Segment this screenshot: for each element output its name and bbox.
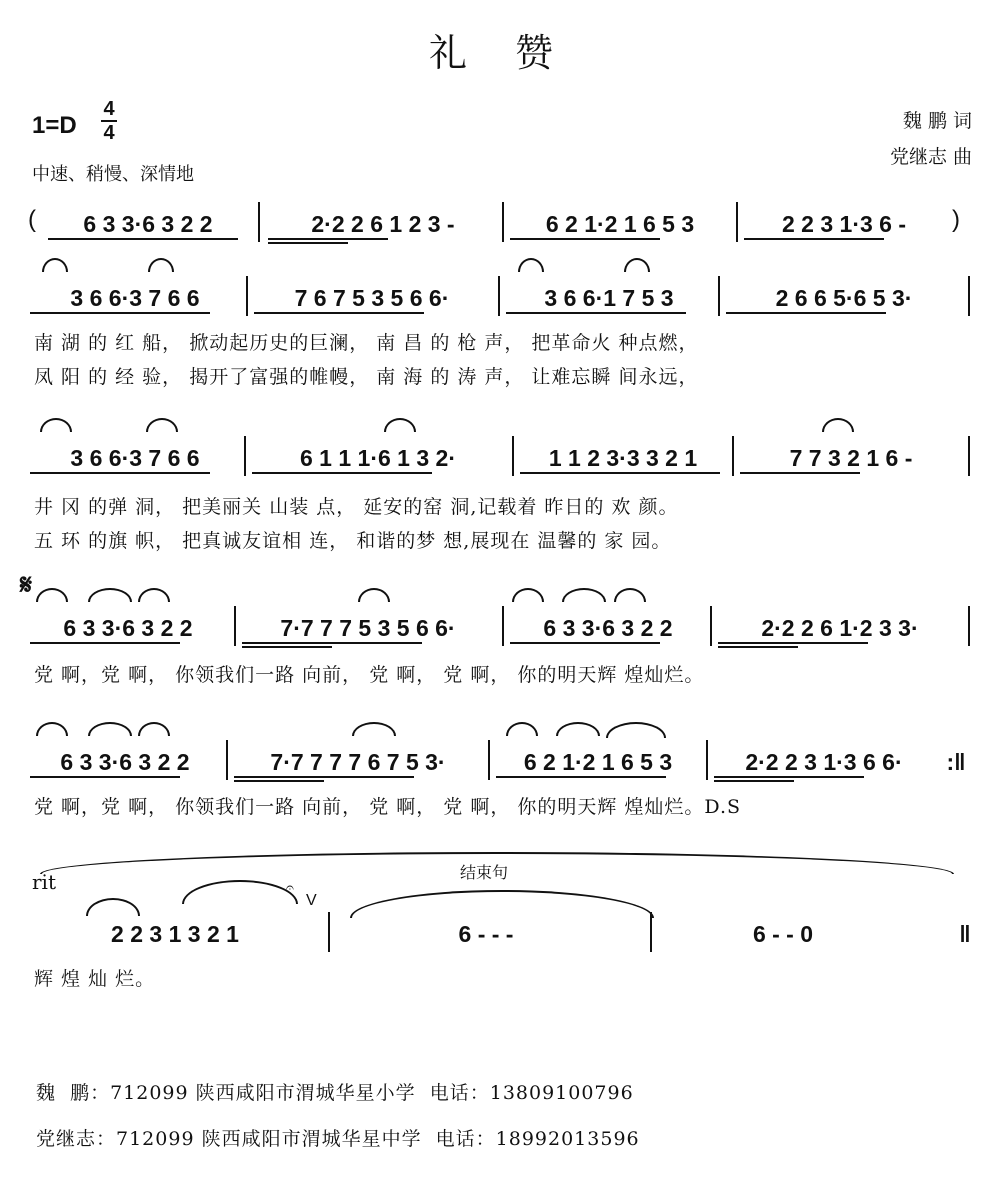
slur [384,418,416,432]
slur [36,588,68,602]
intro-open-paren: ( [28,206,36,233]
measure-notes: 6 2 1·2 1 6 5 3 [523,749,673,775]
barline [736,202,738,242]
lyric-verse-2: 凤 阳 的 经 验， 揭开了富强的帷幔， 南 海 的 涛 声， 让难忘瞬 间永远， [34,366,699,388]
staff-line-4 [0,736,1000,782]
slur [42,258,68,272]
time-signature-bottom: 4 [103,122,115,144]
slur [556,722,600,736]
underline-beam [726,312,886,314]
lyric-chorus-repeat: 党 啊，党 啊， 你领我们一路 向前， 党 啊， 党 啊， 你的明天辉 煌灿烂。D.S [34,796,742,818]
slur [88,722,132,736]
underline-beam [714,776,864,778]
barline [328,912,330,952]
measure-notes: 3 6 6·1 7 5 3 [544,285,674,311]
time-signature [100,98,118,144]
barline [502,202,504,242]
measure-notes: 6 3 3·6 3 2 2 [543,615,673,641]
underline-beam [506,312,686,314]
measure-notes: 6 3 3·6 3 2 2 [63,615,193,641]
underline-beam [234,776,414,778]
intro-staff [0,198,1000,244]
slur [138,588,170,602]
repeat-end-sign: :‖ [946,749,966,775]
slur [88,588,132,602]
slur [40,418,72,432]
key-signature: 1=D [32,112,77,139]
measure-notes: 6 1 1 1·6 1 3 2· [300,445,456,471]
contact-lyricist: 魏 鹏：712099 陕西咸阳市渭城华星小学 电话：13809100796 [36,1082,634,1104]
barline [502,606,504,646]
underline-beam [242,646,332,648]
ritardando-marking: rit [32,870,56,894]
lyricist-credit: 魏 鹏 词 [902,110,972,132]
lyric-verse-2: 五 环 的旗 帜， 把真诚友谊相 连， 和谐的梦 想,展现在 温馨的 家 园。 [34,530,672,552]
underline-beam [254,312,424,314]
slur [352,722,396,736]
underline-beam [744,238,884,240]
lyric-ending: 辉 煌 灿 烂。 [34,968,156,990]
underline-beam [268,242,348,244]
underline-beam [510,238,660,240]
underline-beam [740,472,860,474]
barline [226,740,228,780]
measure-notes: 3 6 6·3 7 6 6 [70,445,200,471]
contact-composer: 党继志：712099 陕西咸阳市渭城华星中学 电话：18992013596 [36,1128,640,1150]
slur [358,588,390,602]
barline [710,606,712,646]
composer-credit: 党继志 曲 [889,146,972,168]
segno-sign: 𝄋 [20,568,33,601]
measure-notes: 6 2 1·2 1 6 5 3 [545,211,695,237]
slur [506,722,538,736]
staff-line-3 [0,602,1000,648]
barline [512,436,514,476]
measure-notes: 7 7 3 2 1 6 - [789,445,913,471]
slur [36,722,68,736]
underline-beam [520,472,720,474]
measure-notes: 2·2 2 3 1·3 6 6· [745,749,903,775]
barline [498,276,500,316]
underline-beam [718,642,868,644]
barline [244,436,246,476]
underline-beam [30,642,180,644]
measure-notes: 7·7 7 7 7 6 7 5 3· [270,749,446,775]
slur [562,588,606,602]
barline [258,202,260,242]
underline-beam [30,472,210,474]
intro-close-paren: ) [952,206,960,233]
slur [146,418,178,432]
barline [650,912,652,952]
staff-line-5 [0,908,1000,954]
lyric-verse-1: 井 冈 的弹 洞， 把美丽关 山装 点， 延安的窑 洞,记载着 昨日的 欢 颜。 [34,496,679,518]
measure-notes: 6 3 3·6 3 2 2 [60,749,190,775]
underline-beam [242,642,422,644]
measure-notes: 6 - - - [458,921,514,947]
measure-notes: 2·2 2 6 1·2 3 3· [761,615,919,641]
staff-line-1 [0,272,1000,318]
slur [624,258,650,272]
measure-notes: 2 6 6 5·6 5 3· [775,285,913,311]
measure-notes: 2 2 3 1·3 6 - [781,211,907,237]
staff-line-2 [0,432,1000,478]
slur [182,880,298,904]
slur [822,418,854,432]
underline-beam [30,776,180,778]
underline-beam [48,238,238,240]
underline-beam [510,642,660,644]
slur [606,722,666,738]
measure-notes: 3 6 6·3 7 6 6 [70,285,200,311]
barline [234,606,236,646]
underline-beam [30,312,210,314]
underline-beam [268,238,388,240]
time-signature-top: 4 [103,98,115,120]
barline [488,740,490,780]
measure-notes: 7·7 7 7 5 3 5 6 6· [280,615,456,641]
ending-label: 结束句 [460,863,509,882]
final-barline: ‖ [959,921,971,947]
barline [968,276,970,316]
breath-mark: V [306,892,317,909]
underline-beam [234,780,324,782]
slur [138,722,170,736]
measure-notes: 6 - - 0 [752,921,814,947]
barline [968,606,970,646]
lyric-verse-1: 南 湖 的 红 船， 掀动起历史的巨澜， 南 昌 的 枪 声， 把革命火 种点燃， [34,332,699,354]
measure-notes: 1 1 2 3·3 3 2 1 [548,445,698,471]
measure-notes: 2·2 2 6 1 2 3 - [311,211,455,237]
measure-notes: 7 6 7 5 3 5 6 6· [294,285,450,311]
barline [718,276,720,316]
barline [968,436,970,476]
lyric-chorus: 党 啊，党 啊， 你领我们一路 向前， 党 啊， 党 啊， 你的明天辉 煌灿烂。 [34,664,705,686]
underline-beam [496,776,666,778]
slur [614,588,646,602]
underline-beam [252,472,432,474]
barline [732,436,734,476]
barline [246,276,248,316]
measure-notes: 2 2 3 1 3 2 1 [111,921,239,947]
underline-beam [714,780,794,782]
slur [512,588,544,602]
barline [706,740,708,780]
fermata-sign: 𝄐 [286,880,294,896]
slur [148,258,174,272]
slur [518,258,544,272]
underline-beam [718,646,798,648]
measure-notes: 6 3 3·6 3 2 2 [83,211,213,237]
tempo-marking: 中速、稍慢、深情地 [32,164,194,185]
song-title: 礼 赞 [428,31,572,75]
